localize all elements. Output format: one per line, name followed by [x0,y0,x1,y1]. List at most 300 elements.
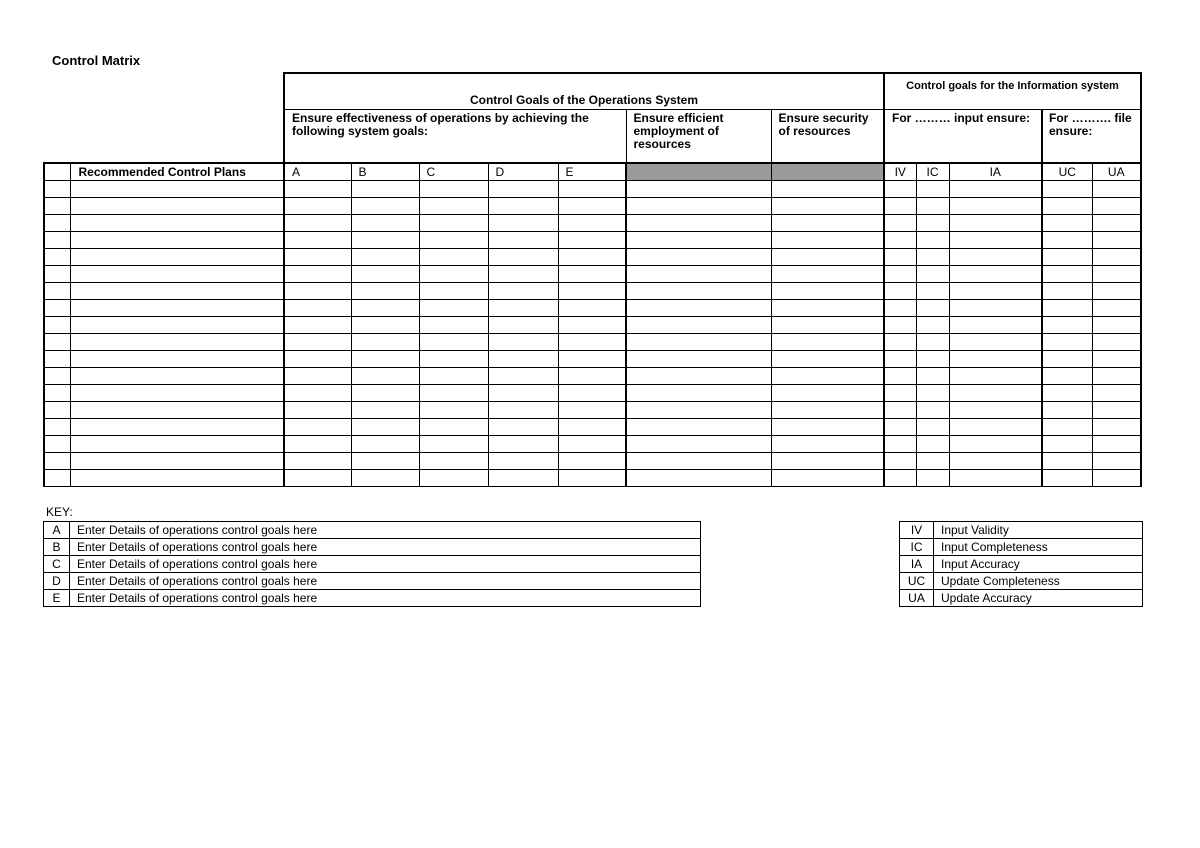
matrix-cell [884,470,916,487]
matrix-cell [771,300,884,317]
key-row [44,522,701,539]
matrix-cell [626,470,771,487]
matrix-cell [70,317,284,334]
matrix-cell [351,385,419,402]
matrix-cell [884,317,916,334]
matrix-cell [1092,232,1141,249]
matrix-cell [44,181,70,198]
matrix-cell [1042,436,1092,453]
matrix-cell [1042,453,1092,470]
control-matrix-table [43,72,1142,487]
matrix-cell [419,249,488,266]
matrix-cell [351,368,419,385]
matrix-cell [44,351,70,368]
matrix-cell [419,436,488,453]
matrix-cell [771,419,884,436]
matrix-cell [488,300,558,317]
matrix-cell [884,334,916,351]
matrix-cell [1092,283,1141,300]
matrix-cell [626,181,771,198]
matrix-cell [884,283,916,300]
matrix-cell [558,232,626,249]
matrix-cell [949,334,1042,351]
key-row [900,573,1143,590]
recommended-plans-header: Recommended Control Plans [70,163,284,181]
matrix-cell [771,249,884,266]
matrix-cell [626,266,771,283]
matrix-cell [284,283,351,300]
matrix-cell [284,402,351,419]
matrix-cell [488,351,558,368]
security-header: Ensure security of resources [771,109,884,163]
col-c-header: C [419,163,488,181]
matrix-cell [771,385,884,402]
matrix-cell [558,470,626,487]
matrix-cell [771,453,884,470]
matrix-cell [488,266,558,283]
matrix-cell [884,385,916,402]
matrix-cell [488,232,558,249]
matrix-cell [44,470,70,487]
matrix-cell [44,419,70,436]
key-code: IA [900,556,934,573]
matrix-row [44,249,1141,266]
matrix-cell [884,198,916,215]
matrix-cell [284,181,351,198]
matrix-cell [884,266,916,283]
matrix-cell [916,453,949,470]
matrix-cell [626,317,771,334]
matrix-cell [916,436,949,453]
matrix-cell [558,351,626,368]
matrix-cell [419,351,488,368]
matrix-cell [44,436,70,453]
matrix-cell [1042,419,1092,436]
matrix-cell [626,198,771,215]
matrix-cell [284,317,351,334]
matrix-cell [70,300,284,317]
matrix-cell [626,453,771,470]
matrix-cell [44,317,70,334]
matrix-cell [884,232,916,249]
matrix-cell [1042,266,1092,283]
matrix-row [44,436,1141,453]
matrix-cell [488,470,558,487]
matrix-cell [419,215,488,232]
matrix-cell [949,215,1042,232]
matrix-cell [949,368,1042,385]
matrix-cell [949,453,1042,470]
matrix-cell [488,402,558,419]
security-shaded-cell [771,163,884,181]
matrix-cell [771,283,884,300]
matrix-cell [626,436,771,453]
matrix-cell [1092,419,1141,436]
matrix-cell [284,266,351,283]
input-ensure-header: For ……… input ensure: [884,109,1042,163]
key-code: UC [900,573,934,590]
matrix-cell [771,317,884,334]
matrix-cell [284,385,351,402]
matrix-cell [351,232,419,249]
matrix-cell [771,368,884,385]
matrix-row [44,317,1141,334]
matrix-cell [771,436,884,453]
matrix-cell [70,453,284,470]
matrix-cell [44,198,70,215]
matrix-cell [949,300,1042,317]
matrix-cell [70,232,284,249]
matrix-cell [488,385,558,402]
matrix-cell [916,368,949,385]
file-ensure-header: For ………. file ensure: [1042,109,1141,163]
operations-goals-header: Control Goals of the Operations System [284,73,884,109]
matrix-cell [419,419,488,436]
matrix-cell [351,300,419,317]
matrix-cell [419,232,488,249]
matrix-cell [1042,283,1092,300]
matrix-cell [419,334,488,351]
key-letter: E [44,590,70,607]
key-row [900,522,1143,539]
matrix-cell [351,198,419,215]
matrix-cell [916,317,949,334]
matrix-cell [916,300,949,317]
col-iv-header: IV [884,163,916,181]
matrix-cell [284,249,351,266]
matrix-cell [558,368,626,385]
matrix-cell [916,402,949,419]
matrix-cell [44,368,70,385]
matrix-cell [419,470,488,487]
matrix-row [44,419,1141,436]
matrix-row [44,368,1141,385]
matrix-cell [626,402,771,419]
col-d-header: D [488,163,558,181]
matrix-cell [771,181,884,198]
key-letter: B [44,539,70,556]
matrix-cell [916,232,949,249]
matrix-body [44,181,1141,487]
matrix-cell [70,351,284,368]
information-key-table [899,521,1143,607]
col-a-header: A [284,163,351,181]
matrix-cell [916,266,949,283]
matrix-cell [1092,385,1141,402]
information-goals-header: Control goals for the Information system [884,73,1141,109]
matrix-cell [1042,368,1092,385]
matrix-row [44,266,1141,283]
matrix-cell [1042,181,1092,198]
matrix-cell [1092,249,1141,266]
matrix-cell [558,198,626,215]
key-description: Input Accuracy [934,556,1143,573]
matrix-cell [284,215,351,232]
matrix-cell [949,198,1042,215]
matrix-cell [1042,249,1092,266]
matrix-cell [884,402,916,419]
matrix-cell [1092,470,1141,487]
matrix-cell [1092,198,1141,215]
matrix-cell [949,317,1042,334]
matrix-cell [558,266,626,283]
matrix-cell [771,470,884,487]
matrix-cell [558,181,626,198]
matrix-cell [284,334,351,351]
matrix-cell [1042,334,1092,351]
matrix-cell [488,215,558,232]
matrix-cell [284,198,351,215]
matrix-cell [558,215,626,232]
matrix-cell [70,198,284,215]
matrix-cell [284,368,351,385]
matrix-cell [558,402,626,419]
matrix-cell [949,402,1042,419]
matrix-cell [916,283,949,300]
matrix-cell [1042,402,1092,419]
matrix-cell [1042,317,1092,334]
matrix-row [44,402,1141,419]
matrix-cell [626,334,771,351]
col-e-header: E [558,163,626,181]
matrix-cell [351,266,419,283]
key-description: Enter Details of operations control goals here [70,590,701,607]
matrix-cell [558,317,626,334]
matrix-cell [284,453,351,470]
row-index-header [44,163,70,181]
matrix-cell [949,266,1042,283]
matrix-cell [488,249,558,266]
page-title: Control Matrix [52,53,141,68]
matrix-cell [916,334,949,351]
matrix-cell [70,385,284,402]
matrix-cell [70,470,284,487]
efficiency-shaded-cell [626,163,771,181]
matrix-row [44,351,1141,368]
matrix-cell [419,198,488,215]
key-description: Update Completeness [934,573,1143,590]
key-row [900,590,1143,607]
matrix-row [44,453,1141,470]
matrix-cell [44,300,70,317]
matrix-cell [626,351,771,368]
matrix-cell [1092,266,1141,283]
matrix-cell [44,266,70,283]
matrix-cell [70,181,284,198]
matrix-cell [558,419,626,436]
matrix-row [44,198,1141,215]
matrix-cell [488,181,558,198]
matrix-cell [916,215,949,232]
matrix-cell [488,368,558,385]
matrix-cell [949,419,1042,436]
matrix-cell [70,283,284,300]
matrix-cell [1092,334,1141,351]
key-letter: D [44,573,70,590]
matrix-cell [884,215,916,232]
matrix-cell [419,402,488,419]
key-row [44,556,701,573]
matrix-cell [1042,215,1092,232]
matrix-cell [884,300,916,317]
matrix-cell [44,232,70,249]
matrix-cell [44,453,70,470]
matrix-cell [1092,181,1141,198]
matrix-cell [488,419,558,436]
matrix-cell [284,300,351,317]
key-row [44,573,701,590]
matrix-row [44,470,1141,487]
matrix-cell [771,334,884,351]
matrix-cell [626,232,771,249]
matrix-cell [558,249,626,266]
matrix-row [44,300,1141,317]
matrix-cell [916,419,949,436]
matrix-cell [916,470,949,487]
matrix-cell [44,402,70,419]
matrix-cell [488,334,558,351]
matrix-cell [558,453,626,470]
matrix-cell [284,232,351,249]
matrix-cell [351,402,419,419]
matrix-cell [1042,198,1092,215]
matrix-cell [1092,436,1141,453]
col-ic-header: IC [916,163,949,181]
matrix-cell [70,249,284,266]
matrix-cell [1092,351,1141,368]
matrix-cell [351,470,419,487]
matrix-cell [284,436,351,453]
matrix-cell [771,266,884,283]
matrix-cell [70,419,284,436]
matrix-cell [916,181,949,198]
matrix-cell [626,215,771,232]
matrix-cell [558,300,626,317]
key-description: Enter Details of operations control goals here [70,556,701,573]
matrix-cell [949,181,1042,198]
matrix-row [44,181,1141,198]
matrix-cell [351,181,419,198]
col-ua-header: UA [1092,163,1141,181]
matrix-cell [488,436,558,453]
matrix-cell [949,470,1042,487]
matrix-cell [351,249,419,266]
matrix-cell [1092,317,1141,334]
matrix-cell [884,351,916,368]
col-uc-header: UC [1042,163,1092,181]
matrix-cell [626,385,771,402]
matrix-cell [70,334,284,351]
matrix-cell [44,215,70,232]
matrix-cell [44,385,70,402]
matrix-cell [558,283,626,300]
matrix-cell [419,300,488,317]
matrix-row [44,385,1141,402]
col-b-header: B [351,163,419,181]
matrix-cell [351,317,419,334]
matrix-cell [884,436,916,453]
efficiency-header: Ensure efficient employment of resources [626,109,771,163]
key-letter: A [44,522,70,539]
matrix-cell [626,419,771,436]
matrix-cell [949,249,1042,266]
matrix-row [44,232,1141,249]
matrix-cell [771,215,884,232]
matrix-cell [44,283,70,300]
matrix-cell [419,453,488,470]
matrix-cell [949,385,1042,402]
matrix-cell [1092,300,1141,317]
col-ia-header: IA [949,163,1042,181]
matrix-cell [949,283,1042,300]
matrix-cell [884,419,916,436]
effectiveness-header: Ensure effectiveness of operations by achieving the following system goals: [284,109,626,163]
matrix-cell [488,283,558,300]
matrix-cell [351,334,419,351]
matrix-cell [626,368,771,385]
key-label: KEY: [46,505,73,519]
key-row [900,556,1143,573]
key-code: IV [900,522,934,539]
matrix-cell [916,198,949,215]
matrix-cell [626,249,771,266]
matrix-cell [419,283,488,300]
matrix-cell [884,181,916,198]
key-row [900,539,1143,556]
matrix-cell [771,198,884,215]
matrix-cell [949,436,1042,453]
matrix-cell [1092,368,1141,385]
matrix-cell [284,470,351,487]
matrix-cell [419,266,488,283]
matrix-cell [558,385,626,402]
key-description: Input Completeness [934,539,1143,556]
matrix-cell [884,453,916,470]
matrix-cell [916,385,949,402]
matrix-cell [419,368,488,385]
matrix-cell [351,351,419,368]
matrix-cell [771,232,884,249]
matrix-cell [1092,453,1141,470]
matrix-cell [626,300,771,317]
matrix-cell [70,402,284,419]
operations-key-table [43,521,701,607]
matrix-cell [1042,232,1092,249]
matrix-row [44,283,1141,300]
matrix-row [44,215,1141,232]
matrix-cell [351,436,419,453]
matrix-cell [771,351,884,368]
matrix-cell [70,436,284,453]
matrix-cell [949,232,1042,249]
matrix-cell [284,351,351,368]
key-description: Enter Details of operations control goals here [70,573,701,590]
matrix-cell [70,215,284,232]
matrix-cell [884,368,916,385]
matrix-cell [44,334,70,351]
matrix-cell [1042,470,1092,487]
matrix-cell [1042,385,1092,402]
key-code: IC [900,539,934,556]
matrix-cell [419,317,488,334]
key-row [44,539,701,556]
matrix-cell [1042,351,1092,368]
matrix-cell [1092,402,1141,419]
matrix-cell [351,453,419,470]
matrix-cell [351,215,419,232]
matrix-cell [488,453,558,470]
key-letter: C [44,556,70,573]
